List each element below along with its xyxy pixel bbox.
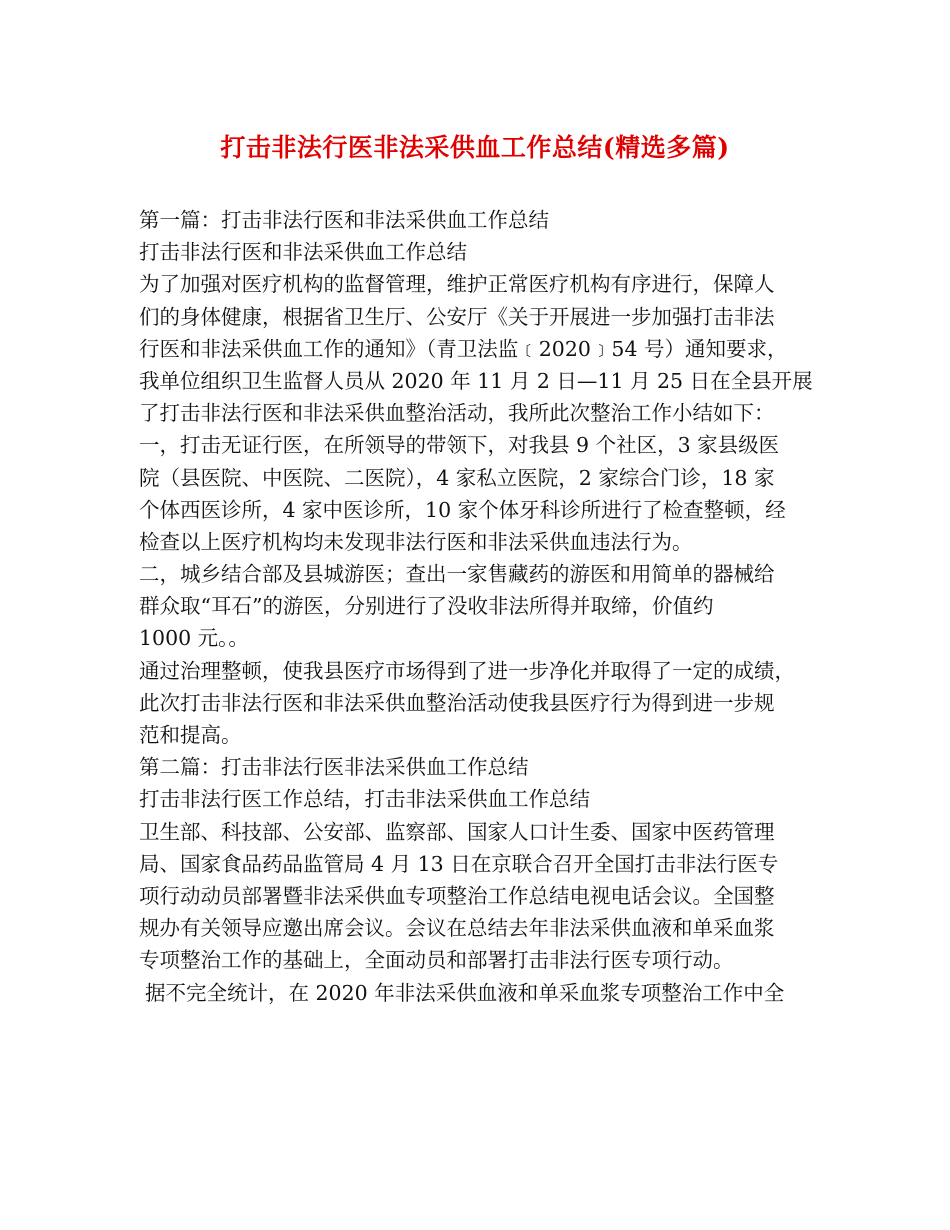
paragraph-line: 通过治理整顿，使我县医疗市场得到了进一步净化并取得了一定的成绩，: [139, 658, 795, 683]
document-title: 打击非法行医非法采供血工作总结(精选多篇): [220, 133, 730, 162]
paragraph-line: 了打击非法行医和非法采供血整治活动，我所此次整治工作小结如下：: [139, 401, 775, 426]
paragraph-line: 局、国家食品药品监管局 4 月 13 日在京联合召开全国打击非法行医专: [139, 851, 779, 876]
paragraph-line: 个体西医诊所，4 家中医诊所，10 家个体牙科诊所进行了检查整顿，经: [139, 497, 786, 522]
subheading-2: 打击非法行医工作总结，打击非法采供血工作总结: [139, 787, 590, 812]
paragraph-line: 检查以上医疗机构均未发现非法行医和非法采供血违法行为。: [139, 529, 693, 554]
paragraph-line: 规办有关领导应邀出席会议。会议在总结去年非法采供血液和单采血浆: [139, 916, 775, 941]
paragraph-line: 范和提高。: [139, 723, 242, 747]
paragraph-line: 群众取“耳石”的游医，分别进行了没收非法所得并取缔，价值约: [139, 594, 714, 619]
paragraph-line: 们的身体健康，根据省卫生厅、公安厅《关于开展进一步加强打击非法: [139, 304, 775, 329]
paragraph-line: 我单位组织卫生监督人员从 2020 年 11 月 2 日—11 月 25 日在全县开展: [139, 368, 813, 393]
subheading-1: 打击非法行医和非法采供血工作总结: [139, 240, 467, 265]
paragraph-line: 专项整治工作的基础上，全面动员和部署打击非法行医专项行动。: [139, 948, 734, 973]
paragraph-line: 行医和非法采供血工作的通知》（青卫法监﹝2020﹞54 号）通知要求，: [139, 336, 788, 361]
paragraph-line: 二，城乡结合部及县城游医；查出一家售藏药的游医和用简单的器械给: [139, 562, 775, 587]
paragraph-line: 院（县医院、中医院、二医院），4 家私立医院，2 家综合门诊，18 家: [139, 465, 775, 490]
paragraph-line: 1000 元。。: [139, 626, 249, 651]
section-heading-2: 第二篇：打击非法行医非法采供血工作总结: [139, 755, 529, 780]
document-body: [139, 204, 839, 1009]
paragraph-line: 为了加强对医疗机构的监督管理，维护正常医疗机构有序进行，保障人: [139, 272, 775, 297]
paragraph-line: 项行动动员部署暨非法采供血专项整治工作总结电视电话会议。全国整: [139, 883, 775, 908]
paragraph-line: 卫生部、科技部、公安部、监察部、国家人口计生委、国家中医药管理: [139, 819, 775, 844]
section-heading-1: 第一篇：打击非法行医和非法采供血工作总结: [139, 208, 549, 232]
paragraph-line: 此次打击非法行医和非法采供血整治活动使我县医疗行为得到进一步规: [139, 690, 775, 715]
paragraph-line: 据不完全统计，在 2020 年非法采供血液和单采血浆专项整治工作中全: [145, 980, 785, 1005]
paragraph-line: 一，打击无证行医，在所领导的带领下，对我县 9 个社区，3 家县级医: [139, 433, 780, 458]
